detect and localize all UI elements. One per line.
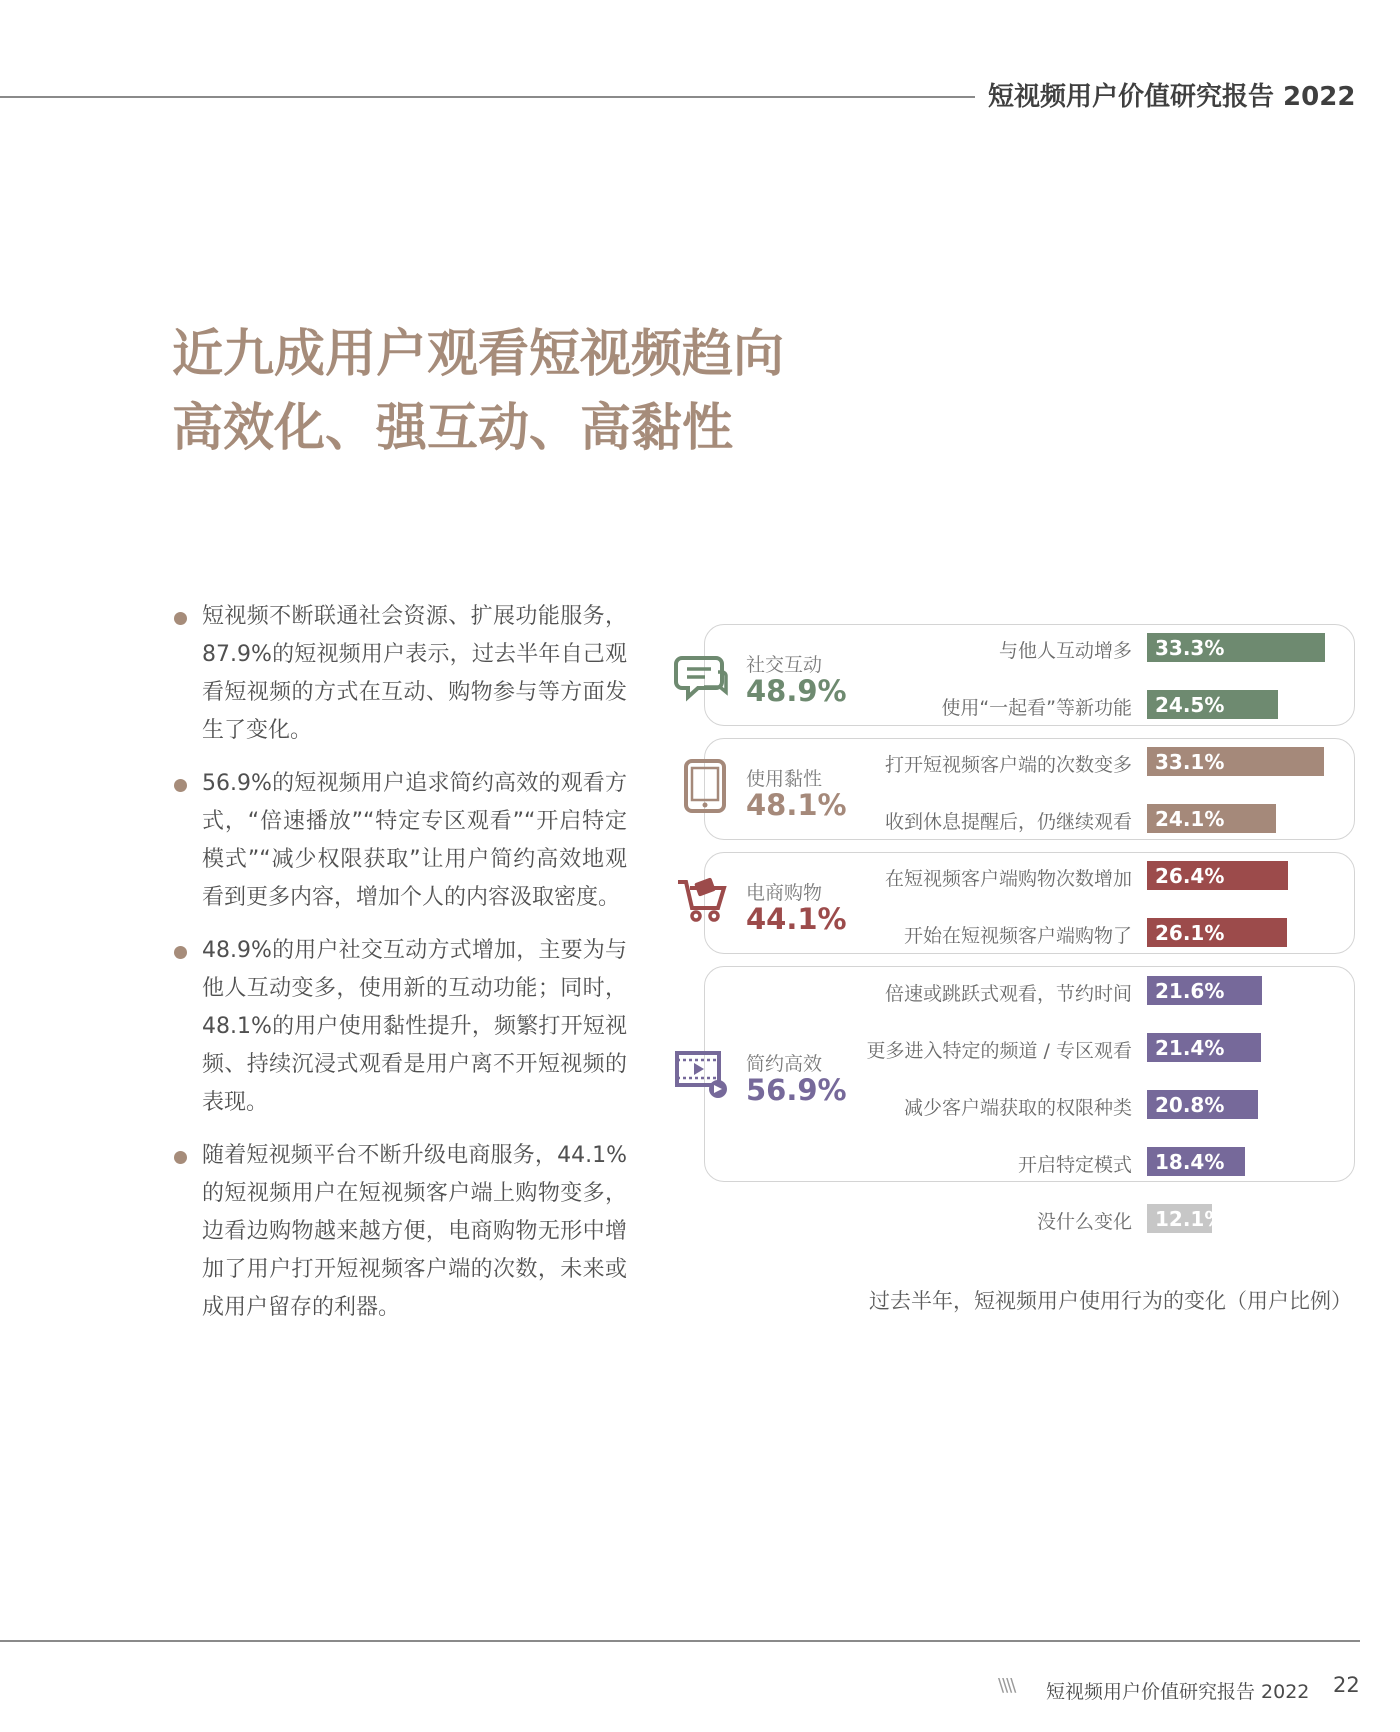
bar-label: 开始在短视频客户端购物了 [903,925,1132,947]
bullet-item [172,765,627,917]
bar-label: 使用“一起看”等新功能 [941,697,1132,719]
bar-value-label: 26.1% [1155,921,1225,945]
bar-label: 倍速或跳跃式观看，节约时间 [884,983,1132,1005]
bar-value-label: 24.1% [1155,807,1225,831]
bar-value-label: 24.5% [1155,693,1225,717]
category-label-shopping: 电商购物 [746,882,823,904]
bar [1147,1147,1245,1176]
bar [1147,918,1287,947]
bullet-text: 48.9%的用户社交互动方式增加，主要为与他人互动变多，使用新的互动功能；同时，48.1%的用户使用黏性提升，频繁打开短视频、持续沉浸式观看是用户离不开短视频的表现。 [202,938,627,1115]
bar-value-label: 21.4% [1155,1036,1225,1060]
bullet-text: 短视频不断联通社会资源、扩展功能服务，87.9%的短视频用户表示，过去半年自己观看短视频的方式在互动、购物参与等方面发生了变化。 [202,604,627,743]
bar-label: 与他人互动增多 [998,640,1132,662]
page-title-line-2: 高效化、强互动、高黏性 [172,399,734,458]
bar-label: 在短视频客户端购物次数增加 [884,868,1132,890]
shopping-cart-icon [674,872,730,928]
bar-value-label: 12.1% [1155,1207,1225,1231]
page-title [172,318,784,466]
footer-slash-icon: \\\\ [998,1675,1015,1696]
bar [1147,1204,1225,1233]
category-label-efficiency: 简约高效 [746,1053,823,1075]
bar-label: 收到休息提醒后，仍继续观看 [884,811,1132,833]
header-rule [0,96,975,98]
bar-value-label: 33.3% [1155,636,1225,660]
chat-bubble-icon [674,648,730,704]
bar-value-label: 20.8% [1155,1093,1225,1117]
bar [1147,976,1262,1005]
bar-label: 开启特定模式 [1017,1154,1132,1176]
footer-rule [0,1640,1360,1642]
bar [1147,690,1278,719]
bullet-dot-icon [174,612,187,625]
footer-title: 短视频用户价值研究报告 2022 [1046,1681,1310,1703]
bullet-item [172,1137,627,1327]
bar-value-label: 33.1% [1155,750,1225,774]
bar [1147,633,1325,662]
bar-value-label: 26.4% [1155,864,1225,888]
header-title: 短视频用户价值研究报告 2022 [988,82,1356,112]
bar [1147,747,1324,776]
bullet-list [172,598,627,1342]
bar [1147,804,1276,833]
category-label-stickiness: 使用黏性 [746,768,823,790]
page-number: 22 [1333,1673,1360,1697]
category-value-stickiness: 48.1% [746,788,847,822]
bar-label: 减少客户端获取的权限种类 [903,1097,1132,1119]
page-title-line-1: 近九成用户观看短视频趋向 [172,325,785,384]
bar-label: 更多进入特定的频道 / 专区观看 [866,1040,1132,1062]
bar-label: 没什么变化 [1036,1211,1132,1233]
category-value-shopping: 44.1% [746,902,847,936]
category-label-social: 社交互动 [746,654,823,676]
bar [1147,1090,1258,1119]
bar-value-label: 18.4% [1155,1150,1225,1174]
category-value-efficiency: 56.9% [746,1073,847,1107]
video-play-icon [674,1045,730,1101]
bar-value-label: 21.6% [1155,979,1225,1003]
bullet-dot-icon [174,946,187,959]
tablet-icon [678,757,734,813]
bar-label: 打开短视频客户端的次数变多 [884,754,1132,776]
bullet-text: 随着短视频平台不断升级电商服务，44.1%的短视频用户在短视频客户端上购物变多，边看边购物越来越方便，电商购物无形中增加了用户打开短视频客户端的次数，未来或成用户留存的利器。 [202,1143,627,1320]
bullet-item [172,598,627,750]
bar [1147,861,1288,890]
category-value-social: 48.9% [746,674,847,708]
bullet-dot-icon [174,1151,187,1164]
bullet-item [172,932,627,1122]
bar [1147,1033,1261,1062]
bullet-dot-icon [174,779,187,792]
chart-caption: 过去半年，短视频用户使用行为的变化（用户比例） [869,1289,1352,1313]
bullet-text: 56.9%的短视频用户追求简约高效的观看方式，“倍速播放”“特定专区观看”“开启特定模式”“减少权限获取”让用户简约高效地观看到更多内容，增加个人的内容汲取密度。 [202,771,627,910]
